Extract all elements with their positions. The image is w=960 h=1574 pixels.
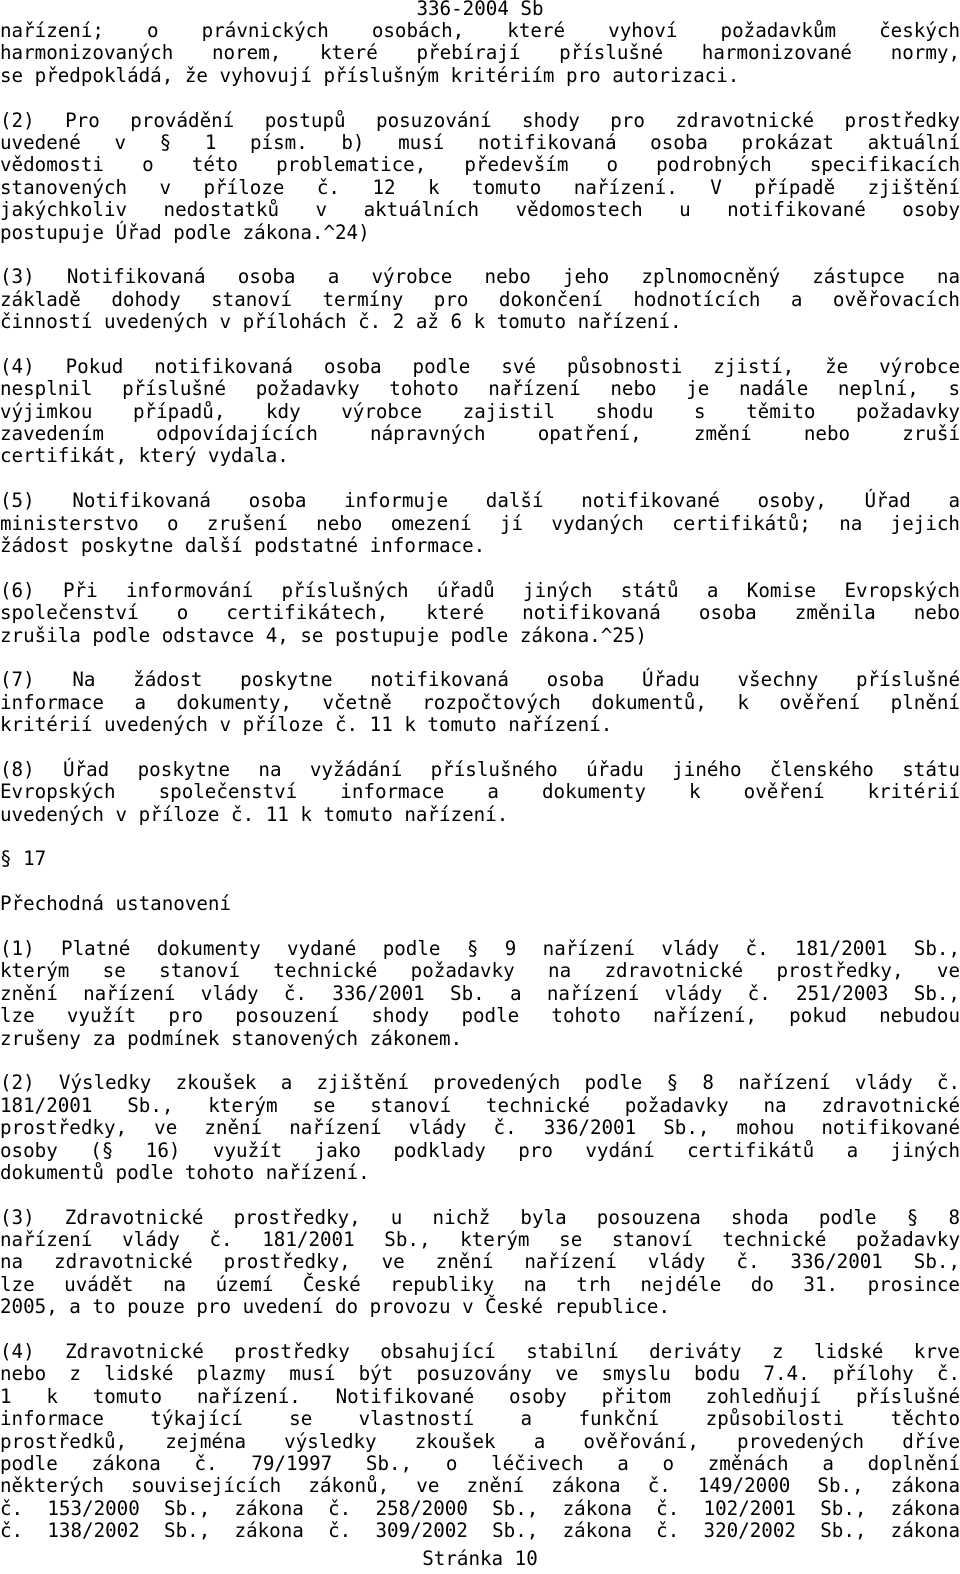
text-line: informace týkající se vlastností a funkční způsobilosti těchto bbox=[0, 1407, 960, 1431]
text-line: certifikát, který vydala. bbox=[0, 444, 289, 468]
text-line: (1) Platné dokumenty vydané podle § 9 nařízení vlády č. 181/2001 Sb., bbox=[0, 937, 960, 961]
document-header: 336-2004 Sb bbox=[416, 0, 544, 20]
document-body bbox=[0, 20, 960, 1565]
text-line: Přechodná ustanovení bbox=[0, 892, 232, 916]
paragraph bbox=[0, 669, 960, 736]
text-line: na zdravotnické prostředky, ve znění nařízení vlády č. 336/2001 Sb., bbox=[0, 1250, 960, 1274]
text-line: § 17 bbox=[0, 847, 47, 871]
paragraph bbox=[0, 266, 960, 333]
text-line: žádost poskytne další podstatné informace. bbox=[0, 533, 486, 557]
text-line: (2) Pro provádění postupů posuzování shody pro zdravotnické prostředky bbox=[0, 108, 960, 132]
text-line: jakýchkoliv nedostatků v aktuálních vědomostech u notifikované osoby bbox=[0, 198, 960, 222]
text-line: zrušila podle odstavce 4, se postupuje podle zákona.^25) bbox=[0, 623, 647, 647]
text-line: kritérií uvedených v příloze č. 11 k tomuto nařízení. bbox=[0, 713, 613, 737]
paragraph bbox=[0, 1072, 960, 1184]
text-line: lze využít pro posouzení shody podle tohoto nařízení, pokud nebudou bbox=[0, 1004, 960, 1028]
text-line: Evropských společenství informace a dokumenty k ověření kritérií bbox=[0, 780, 960, 804]
text-line: harmonizovaných norem, které přebírají příslušné harmonizované normy, bbox=[0, 41, 960, 65]
text-line: ministerstvo o zrušení nebo omezení jí vydaných certifikátů; na jejich bbox=[0, 511, 960, 535]
text-line: se předpokládá, že vyhovují příslušným kritériím pro autorizaci. bbox=[0, 63, 740, 87]
paragraph bbox=[0, 110, 960, 244]
text-line: osoby (§ 16) využít jako podklady pro vydání certifikátů a jiných bbox=[0, 1138, 960, 1162]
text-line: (3) Notifikovaná osoba a výrobce nebo jeho zplnomocněný zástupce na bbox=[0, 265, 960, 289]
paragraph bbox=[0, 580, 960, 647]
text-line: 2005, a to pouze pro uvedení do provozu v České republice. bbox=[0, 1295, 671, 1319]
text-line: (4) Pokud notifikovaná osoba podle své působnosti zjistí, že výrobce bbox=[0, 354, 960, 378]
text-line: dokumentů podle tohoto nařízení. bbox=[0, 1160, 370, 1184]
text-line: nařízení vlády č. 181/2001 Sb., kterým se stanoví technické požadavky bbox=[0, 1228, 960, 1252]
text-line: znění nařízení vlády č. 336/2001 Sb. a nařízení vlády č. 251/2003 Sb., bbox=[0, 981, 960, 1005]
text-line: zavedením odpovídajících nápravných opatření, změní nebo zruší bbox=[0, 422, 960, 446]
paragraph bbox=[0, 759, 960, 826]
text-line: č. 153/2000 Sb., zákona č. 258/2000 Sb., zákona č. 102/2001 Sb., zákona bbox=[0, 1496, 960, 1520]
text-line: vědomosti o této problematice, především o podrobných specifikacích bbox=[0, 153, 960, 177]
text-line: některých souvisejících zákonů, ve znění zákona č. 149/2000 Sb., zákona bbox=[0, 1474, 960, 1498]
text-line: 1 k tomuto nařízení. Notifikované osoby přitom zohledňují příslušné bbox=[0, 1384, 960, 1408]
paragraph bbox=[0, 20, 960, 87]
text-line: nebo z lidské plazmy musí být posuzovány ve smyslu bodu 7.4. přílohy č. bbox=[0, 1362, 960, 1386]
text-line: (3) Zdravotnické prostředky, u nichž byla posouzena shoda podle § 8 bbox=[0, 1205, 960, 1229]
text-line: (7) Na žádost poskytne notifikovaná osoba Úřadu všechny příslušné bbox=[0, 668, 960, 692]
text-line: 181/2001 Sb., kterým se stanoví technické požadavky na zdravotnické bbox=[0, 1093, 960, 1117]
paragraph bbox=[0, 938, 960, 1050]
text-line: nesplnil příslušné požadavky tohoto nařízení nebo je nadále neplní, s bbox=[0, 377, 960, 401]
text-line: základě dohody stanoví termíny pro dokončení hodnotících a ověřovacích bbox=[0, 287, 960, 311]
text-line: stanovených v příloze č. 12 k tomuto nařízení. V případě zjištění bbox=[0, 175, 960, 199]
text-line: (8) Úřad poskytne na vyžádání příslušného úřadu jiného členského státu bbox=[0, 757, 960, 781]
text-line: (6) Při informování příslušných úřadů jiných států a Komise Evropských bbox=[0, 578, 960, 602]
paragraph bbox=[0, 1207, 960, 1319]
text-line: společenství o certifikátech, které notifikovaná osoba změnila nebo bbox=[0, 601, 960, 625]
paragraph bbox=[0, 893, 960, 915]
text-line: (4) Zdravotnické prostředky obsahující stabilní deriváty z lidské krve bbox=[0, 1340, 960, 1364]
text-line: lze uvádět na území České republiky na trh nejdéle do 31. prosince bbox=[0, 1272, 960, 1296]
paragraph bbox=[0, 356, 960, 468]
text-line: (2) Výsledky zkoušek a zjištění provedených podle § 8 nařízení vlády č. bbox=[0, 1071, 960, 1095]
text-line: uvedené v § 1 písm. b) musí notifikovaná osoba prokázat aktuální bbox=[0, 130, 960, 154]
text-line: výjimkou případů, kdy výrobce zajistil shodu s těmito požadavky bbox=[0, 399, 960, 423]
text-line: č. 138/2002 Sb., zákona č. 309/2002 Sb., zákona č. 320/2002 Sb., zákona bbox=[0, 1519, 960, 1543]
text-line: prostředků, zejména výsledky zkoušek a ověřování, provedených dříve bbox=[0, 1429, 960, 1453]
text-line: (5) Notifikovaná osoba informuje další notifikované osoby, Úřad a bbox=[0, 489, 960, 513]
text-line: prostředky, ve znění nařízení vlády č. 336/2001 Sb., mohou notifikované bbox=[0, 1116, 960, 1140]
page-number: Stránka 10 bbox=[422, 1547, 538, 1570]
paragraph bbox=[0, 490, 960, 557]
text-line: činností uvedených v přílohách č. 2 až 6 k tomuto nařízení. bbox=[0, 310, 682, 334]
text-line: informace a dokumenty, včetně rozpočtových dokumentů, k ověření plnění bbox=[0, 690, 960, 714]
paragraph bbox=[0, 848, 960, 870]
text-line: podle zákona č. 79/1997 Sb., o léčivech a o změnách a doplnění bbox=[0, 1452, 960, 1475]
text-line: nařízení; o právnických osobách, které vyhoví požadavkům českých bbox=[0, 19, 960, 42]
text-line: kterým se stanoví technické požadavky na zdravotnické prostředky, ve bbox=[0, 959, 960, 983]
paragraph bbox=[0, 1341, 960, 1543]
text-line: zrušeny za podmínek stanovených zákonem. bbox=[0, 1026, 463, 1050]
text-line: uvedených v příloze č. 11 k tomuto nařízení. bbox=[0, 802, 509, 826]
text-line: postupuje Úřad podle zákona.^24) bbox=[0, 220, 370, 244]
